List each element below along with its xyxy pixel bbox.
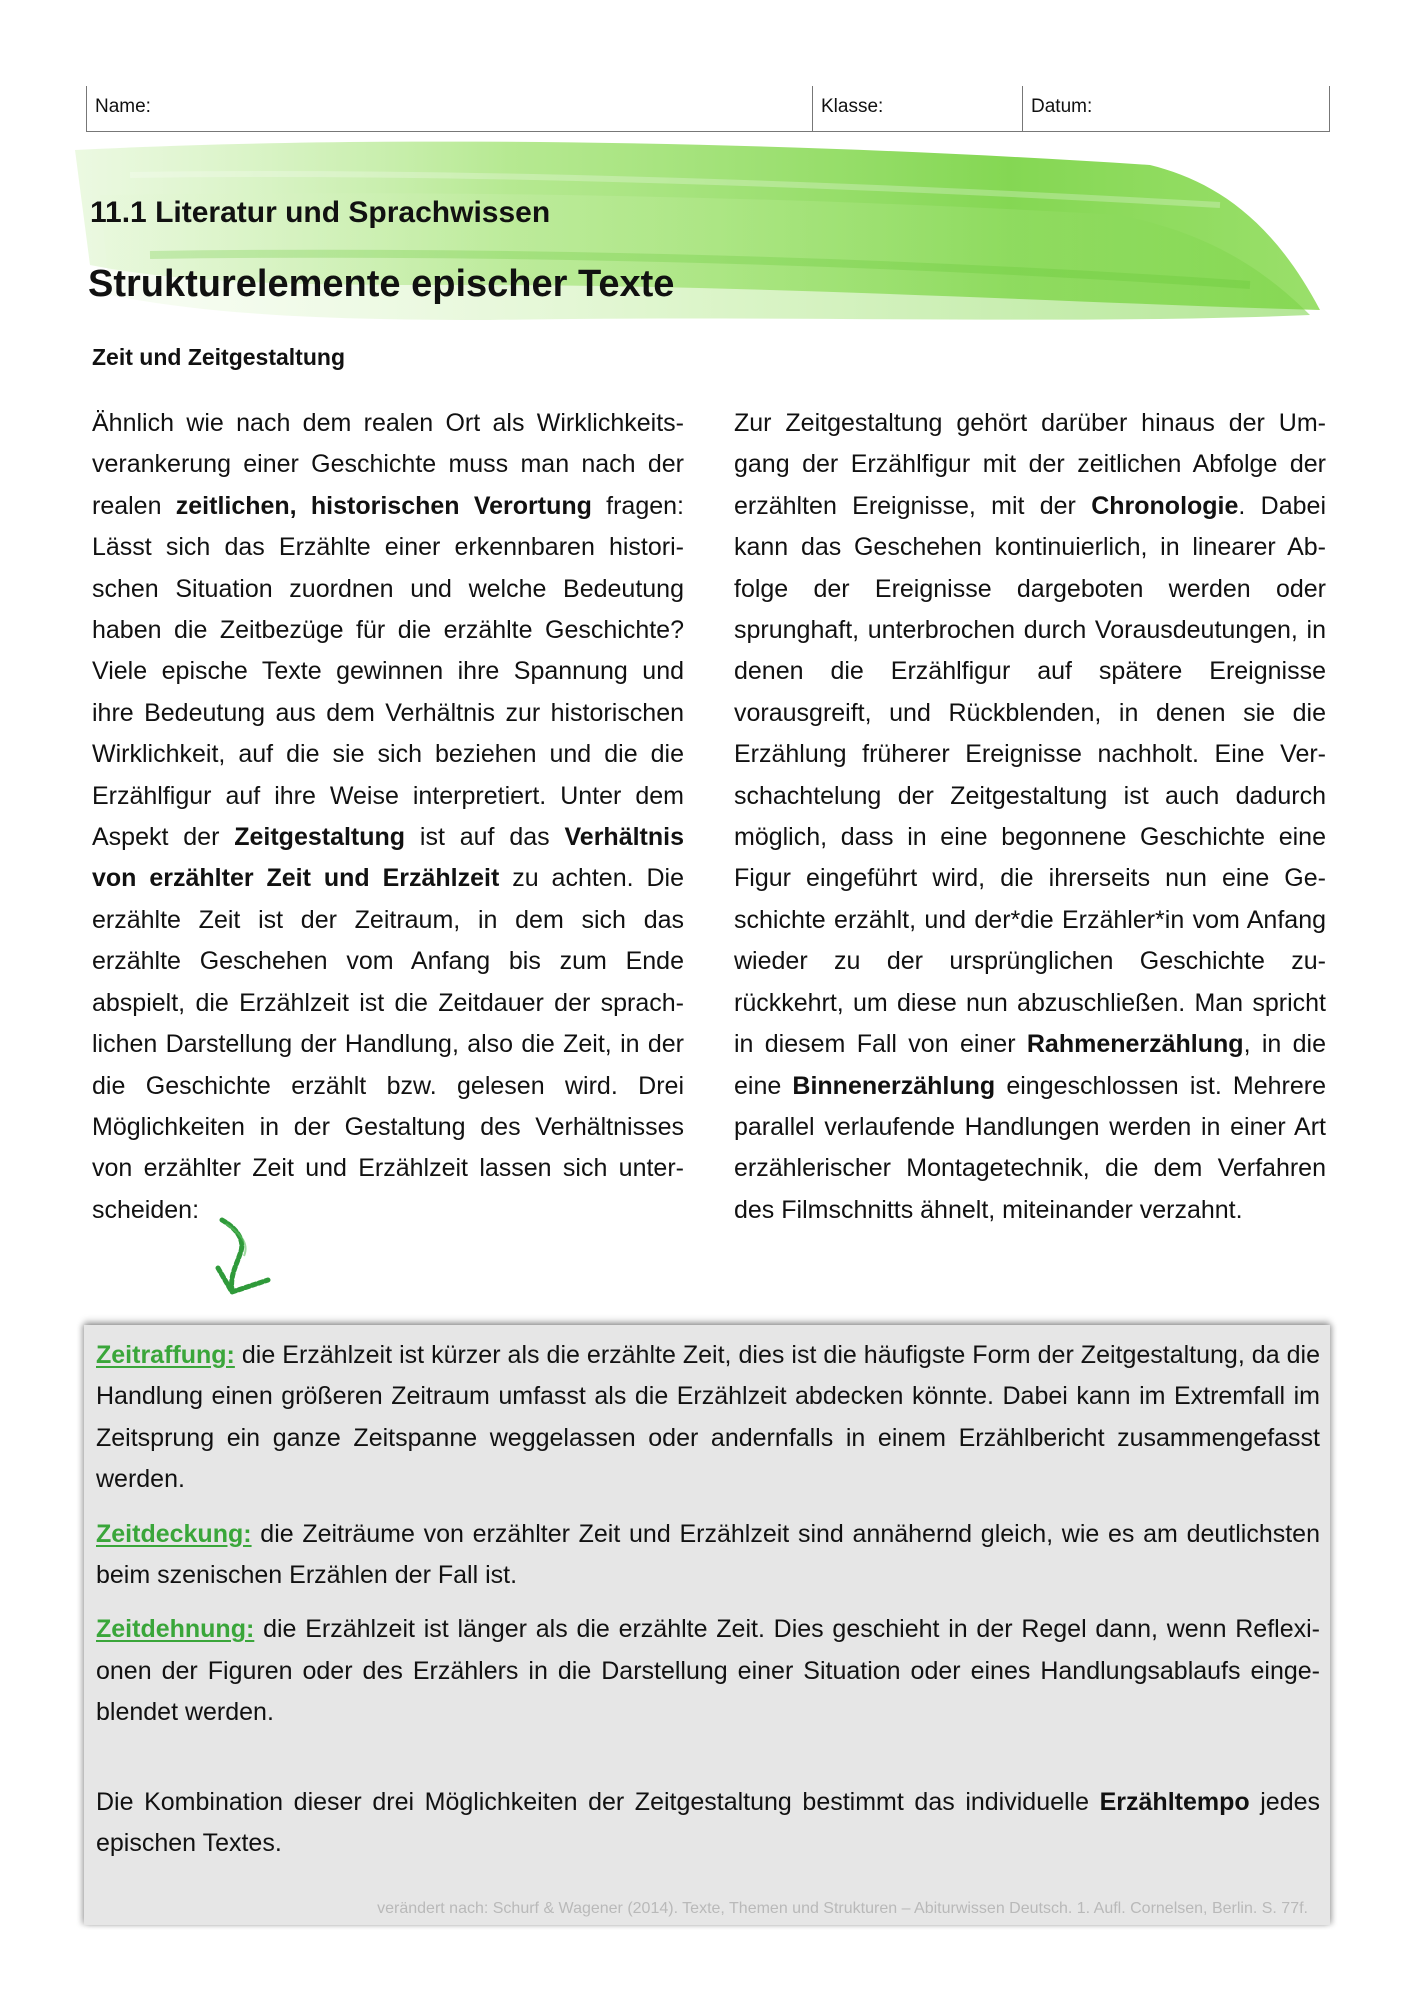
source-citation: verändert nach: Schurf & Wagener (2014). Texte, Themen und Strukturen – Abiturwissen Deutsch. 1. Aufl. Cornelsen, Berlin. S. 77f. bbox=[377, 1900, 1308, 1917]
date-label: Datum: bbox=[1031, 96, 1093, 117]
header-table bbox=[86, 86, 1330, 132]
class-field[interactable] bbox=[813, 86, 1023, 131]
bold-term: Zeitgestaltung bbox=[234, 823, 406, 852]
bold-term: Erzähltempo bbox=[1099, 1787, 1250, 1816]
page-title: Strukturelemente epischer Texte bbox=[88, 263, 675, 305]
left-column-text: Ähnlich wie nach dem realen Ort als Wirklichkeitsverankerung einer Geschichte muss man nach der realen zeitlichen, historischen Verortung fragen: Lässt sich das Erzählte einer erkennbaren historischen Situation zuordnen und welche Bedeutung haben die Zeitbezüge für die erzählte Geschichte? Viele epische Texte gewinnen ihre Spannung und ihre Bedeutung aus dem Verhältnis zur historischen Wirklichkeit, auf die sie sich beziehen und die die Erzählfigur auf ihre Weise interpretiert. Unter dem Aspekt der Zeitgestaltung ist auf das Verhältnis von erzählter Zeit und Erzählzeit zu achten. Die erzählte Zeit ist der Zeitraum, in dem sich das erzählte Geschehen vom Anfang bis zum Ende abspielt, die Erzählzeit ist die Zeitdauer der sprachlichen Darstellung der Handlung, also die Zeit, in der die Geschichte erzählt bzw. gelesen wird. Drei Möglichkeiten in der Gestaltung des Verhältnisses von erzählter Zeit und Erzählzeit lassen sich unterscheiden: bbox=[92, 409, 684, 1224]
term-label: Zeitdeckung: bbox=[96, 1519, 252, 1548]
arrow-down-icon bbox=[208, 1210, 288, 1302]
definition-zeitdeckung: Zeitdeckung: die Zeiträume von erzählter Zeit und Erzählzeit sind annähernd gleich, wie es am deutlichsten beim szenischen Erzählen der Fall ist. bbox=[96, 1519, 1320, 1590]
term-label: Zeitdehnung: bbox=[96, 1615, 255, 1644]
term-label: Zeitraffung: bbox=[96, 1341, 235, 1369]
bold-term: Binnenerzählung bbox=[792, 1071, 996, 1100]
class-label: Klasse: bbox=[821, 96, 884, 117]
name-field[interactable] bbox=[87, 86, 813, 131]
name-label: Name: bbox=[95, 96, 151, 117]
bold-term: Rahmenerzählung bbox=[1026, 1030, 1244, 1059]
bold-term: Chronologie bbox=[1091, 491, 1239, 520]
info-box bbox=[84, 1325, 1330, 1925]
date-field[interactable] bbox=[1023, 86, 1329, 131]
section-overline: 11.1 Literatur und Sprachwissen bbox=[90, 196, 551, 229]
bold-term: zeitlichen, historischen Verortung bbox=[175, 491, 592, 520]
definition-zeitdehnung: Zeitdehnung: die Erzählzeit ist länger als die erzählte Zeit. Dies geschieht in der Regel dann, wenn Reflexionen der Figuren oder des Erzählers in die Darstellung einer Situation oder eines Handlungsablaufs eingeblendet werden. bbox=[96, 1615, 1320, 1727]
subheading: Zeit und Zeitgestaltung bbox=[92, 344, 345, 370]
definition-zeitraffung: Zeitraffung: die Erzählzeit ist kürzer als die erzählte Zeit, dies ist die häufigste Form der Zeitgestaltung, da die Handlung einen größeren Zeitraum umfasst als die Erzählzeit abdecken könnte. Dabei kann im Extremfall im Zeitsprung ein ganze Zeitspanne weggelassen oder andernfalls in einem Erzählbericht zusammengefasst werden. bbox=[96, 1341, 1320, 1494]
bold-term: Verhältnis von erzählter Zeit und Erzählzeit bbox=[92, 823, 684, 893]
summary-paragraph: Die Kombination dieser drei Möglichkeiten der Zeitgestaltung bestimmt das individuelle Erzähltempo jedes epischen Textes. bbox=[96, 1787, 1320, 1858]
right-column-text: Zur Zeitgestaltung gehört darüber hinaus der Umgang der Erzählfigur mit der zeitlichen Abfolge der erzählten Ereignisse, mit der Chronologie. Dabei kann das Geschehen kontinuierlich, in linearer Abfolge der Ereignisse dargeboten werden oder sprunghaft, unterbrochen durch Vorausdeutungen, in denen die Erzählfigur auf spätere Ereignisse vorausgreift, und Rückblenden, in denen sie die Erzählung früherer Ereignisse nachholt. Eine Verschachtelung der Zeitgestaltung ist auch dadurch möglich, dass in eine begonnene Geschichte eine Figur eingeführt wird, die ihrerseits nun eine Geschichte erzählt, und der*die Erzähler*in vom Anfang wieder zu der ursprünglichen Geschichte zurückkehrt, um diese nun abzuschließen. Man spricht in diesem Fall von einer Rahmenerzählung, in die eine Binnenerzählung eingeschlossen ist. Mehrere parallel verlaufende Handlungen werden in einer Art erzählerischer Montagetechnik, die dem Verfahren des Filmschnitts ähnelt, miteinander verzahnt. bbox=[734, 409, 1326, 1224]
